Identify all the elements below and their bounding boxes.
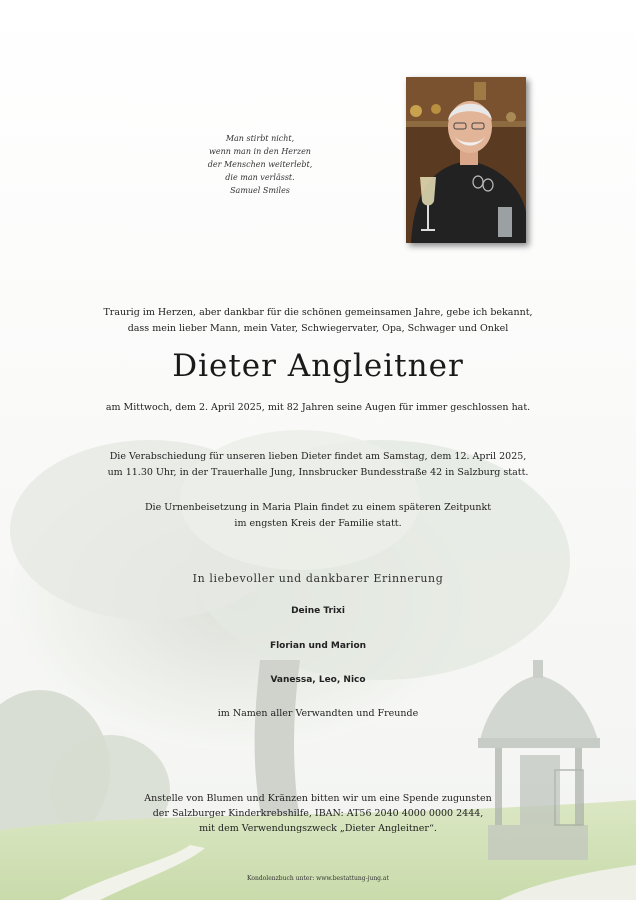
quote-line: der Menschen weiterlebt, [207,160,313,169]
mourner-name: Florian und Marion [269,641,367,651]
farewell-line: um 11.30 Uhr, in der Trauerhalle Jung, Innsbrucker Bundesstraße 42 in Salzburg statt. [107,467,529,478]
farewell-line: Die Verabschiedung für unseren lieben Dieter findet am Samstag, dem 12. April 2025, [109,451,527,462]
urn-line: Die Urnenbeisetzung in Maria Plain findet zu einem späteren Zeitpunkt [144,502,492,513]
donation-line: mit dem Verwendungszweck „Dieter Angleitner“. [199,823,437,834]
farewell-info [60,449,576,481]
memory-line: In liebevoller und dankbarer Erinnerung [192,572,444,585]
quote-line: die man verlässt. [225,173,295,182]
relatives-line: im Namen aller Verwandten und Freunde [217,708,419,719]
donation-line: der Salzburger Kinderkrebshilfe, IBAN: AT56 2040 4000 0000 2444, [152,808,484,819]
intro-line: Traurig im Herzen, aber dankbar für die schönen gemeinsamen Jahre, gebe ich bekannt, [103,307,533,318]
mourner-name: Vanessa, Leo, Nico [270,675,366,685]
urn-line: im engsten Kreis der Familie statt. [234,518,402,529]
quote-line: Man stirbt nicht, [225,134,295,143]
donation-request [60,791,576,836]
urn-burial-info [60,500,576,532]
intro-line: dass mein lieber Mann, mein Vater, Schwiegervater, Opa, Schwager und Onkel [127,323,509,334]
condolence-book-link[interactable]: Kondolenzbuch unter: www.bestattung-jung.at [247,875,389,882]
deceased-name: Dieter Angleitner [172,348,464,384]
portrait-photo [406,77,526,243]
quote-line: wenn man in den Herzen [209,147,311,156]
mourner-name: Deine Trixi [291,606,345,616]
quote-block [180,132,340,197]
quote-author: Samuel Smiles [230,186,290,195]
donation-line: Anstelle von Blumen und Kränzen bitten wir um eine Spende zugunsten [144,793,492,804]
death-notice: am Mittwoch, dem 2. April 2025, mit 82 Jahren seine Augen für immer geschlossen hat. [105,402,531,413]
announcement-intro [60,305,576,337]
